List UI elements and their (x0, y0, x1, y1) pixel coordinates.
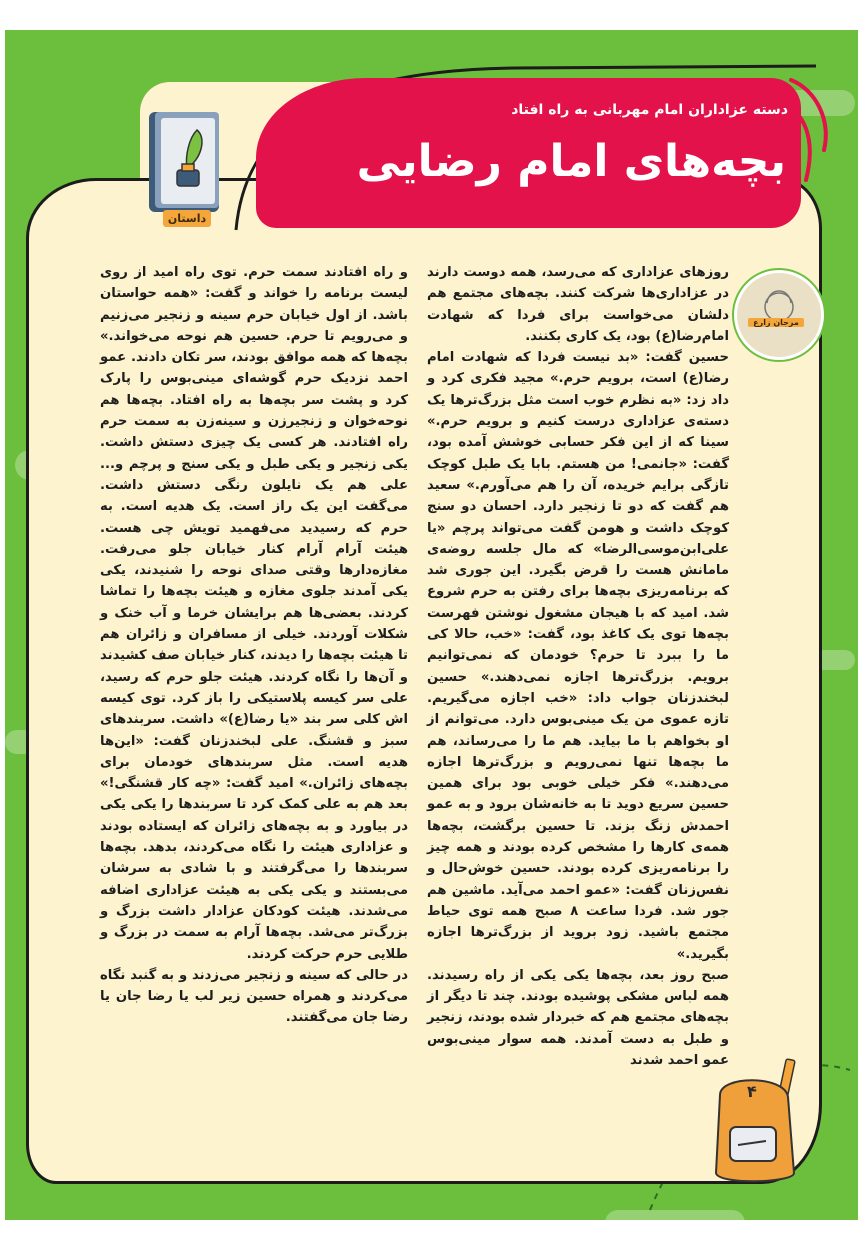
story-title: بچه‌های امام رضایی (356, 136, 786, 187)
paragraph: و راه افتادند سمت حرم. توی راه امید از روی لیست برنامه را خواند و گفت: «همه حواستان باشد. از اول خیابان حرم سینه و زنجیر می‌زنیم و می‌رویم تا حرم. حسین هم نوحه می‌خواند.» بچه‌ها که همه موافق بودند، سر تکان دادند. عمو احمد نزدیک حرم گوشه‌ای مینی‌بوس را پارک کرد و پشت سر بچه‌ها به راه افتاد. بچه‌ها هم نوحه‌خوان و زنجیرزن و سینه‌زن به سمت حرم راه افتادند. هر کسی یک چیزی دستش داشت. یکی زنجیر و یکی طبل و یکی سنج و پرچم و... علی هم یک نایلون رنگی دستش داشت. می‌گفت این یک راز است. یک هدیه است. به حرم که رسیدید می‌فهمید تویش چی هست. هیئت آرام آرام کنار خیابان جلو می‌رفت. مغازه‌دارها وقتی صدای نوحه را شنیدند، یکی یکی آمدند جلوی مغازه و هیئت بچه‌ها را تماشا کردند. بعضی‌ها هم برایشان خرما و آب خنک و شکلات آوردند. خیلی از مسافران و زائران هم تا هیئت بچه‌ها را دیدند، کنار خیابان صف کشیدند و آن‌ها را نگاه کردند. هیئت جلو حرم که رسید، علی سر کیسه پلاستیکی را باز کرد. توی کیسه اش کلی سر بند «یا رضا(ع)» داشت. سربندهای سبز و قشنگ. علی لبخندزنان گفت: «این‌ها هدیه است. مثل سربندهای خودمان برای بچه‌های زائران.» امید گفت: «چه کار قشنگی!» بعد هم به علی کمک کرد تا سربندها را یکی یکی در بیاورد و به بچه‌های زائران که ایستاده بودند و عزاداری هیئت را نگاه می‌کردند، بدهد. بچه‌ها سربندها را می‌گرفتند و با شادی به سرشان می‌بستند و یکی یکی به هیئت عزاداری اضافه می‌شدند. هیئت کودکان عزادار داشت بزرگ و بزرگ‌تر می‌شد. بچه‌ها آرام به سمت در بزرگ و طلایی حرم حرکت کردند. (100, 265, 408, 962)
paragraph: صبح روز بعد، بچه‌ها یکی یکی از راه رسیدند. همه لباس مشکی پوشیده بودند. چند تا دیگر از بچه‌های مجتمع هم که خبردار شده بودند، زنجیر و طبل به دست آمدند. همه سوار مینی‌بوس عمو احمد شدند (427, 967, 729, 1068)
paragraph: در حالی که سینه و زنجیر می‌زدند و به گنبد نگاه می‌کردند و همراه حسین زیر لب یا رضا جان یا رضا جان می‌گفتند. (100, 967, 408, 1026)
author-name: مرجان زارع (748, 318, 804, 327)
backpack-icon (700, 1055, 810, 1190)
story-column-right (427, 262, 729, 1071)
author-badge (734, 270, 824, 360)
title-banner (256, 60, 816, 230)
story-column-left (100, 262, 408, 1029)
category-label: داستان (163, 210, 211, 227)
page-number: ۴ (747, 1082, 757, 1101)
banner-subtitle: دسته عزاداران امام مهربانی به راه افتاد (511, 102, 788, 118)
paragraph: حسین گفت: «بد نیست فردا که شهادت امام رضا(ع) است، برویم حرم.» مجید فکری کرد و داد زد: «به نظرم خوب است مثل بزرگ‌ترها یک دسته‌ی عزاداری درست کنیم و برویم حرم.» سینا که از این فکر حسابی خوشش آمده بود، گفت: «جانمی! من هستم. بابا یک طبل کوچک تازگی برایم خریده، آن را هم می‌آورم.» سعید هم گفت که دو تا زنجیر دارد. احسان دو سنج کوچک داشت و هومن گفت می‌تواند پرچم «یا علی‌ابن‌موسی‌الرضا» که مال جلسه روضه‌ی مامانش هست را قرض بگیرد. این جوری شد که برنامه‌ریزی بچه‌ها برای رفتن به حرم شروع شد. امید که با هیجان مشغول نوشتن فهرست بچه‌ها توی یک کاغذ بود، گفت: «خب، حالا کی ما را ببرد تا حرم؟ خودمان که نمی‌توانیم برویم. بزرگ‌ترها اجازه نمی‌دهند.» حسین لبخندزنان جواب داد: «خب اجازه می‌گیریم. تازه عموی من یک مینی‌بوس دارد. می‌توانم از او بخواهم با ما بیاید. هم ما را می‌رساند، هم ما بچه‌ها تنها نمی‌رویم و بزرگ‌ترها اجازه می‌دهند.» فکر خیلی خوبی بود برای همین حسین سریع دوید تا به خانه‌شان برود و به عمو احمدش زنگ بزند. تا حسین برگشت، بچه‌ها همه‌ی کارها را مشخص کرده بودند و همه چیز را برنامه‌ریزی کرده بودند. حسین خوش‌حال و نفس‌زنان گفت: «عمو احمد می‌آید. ماشین هم جور شد. فردا ساعت ۸ صبح همه توی حیاط مجتمع باشید. زود بروید از بزرگ‌ترها اجازه بگیرید.» (427, 350, 729, 962)
paragraph: روزهای عزاداری که می‌رسد، همه دوست دارند در عزاداری‌ها شرکت کنند. بچه‌های مجتمع هم دلشان می‌خواست برای فردا که شهادت امام‌رضا(ع) بود، یک کاری بکنند. (427, 265, 729, 344)
author-portrait-icon (737, 273, 821, 357)
